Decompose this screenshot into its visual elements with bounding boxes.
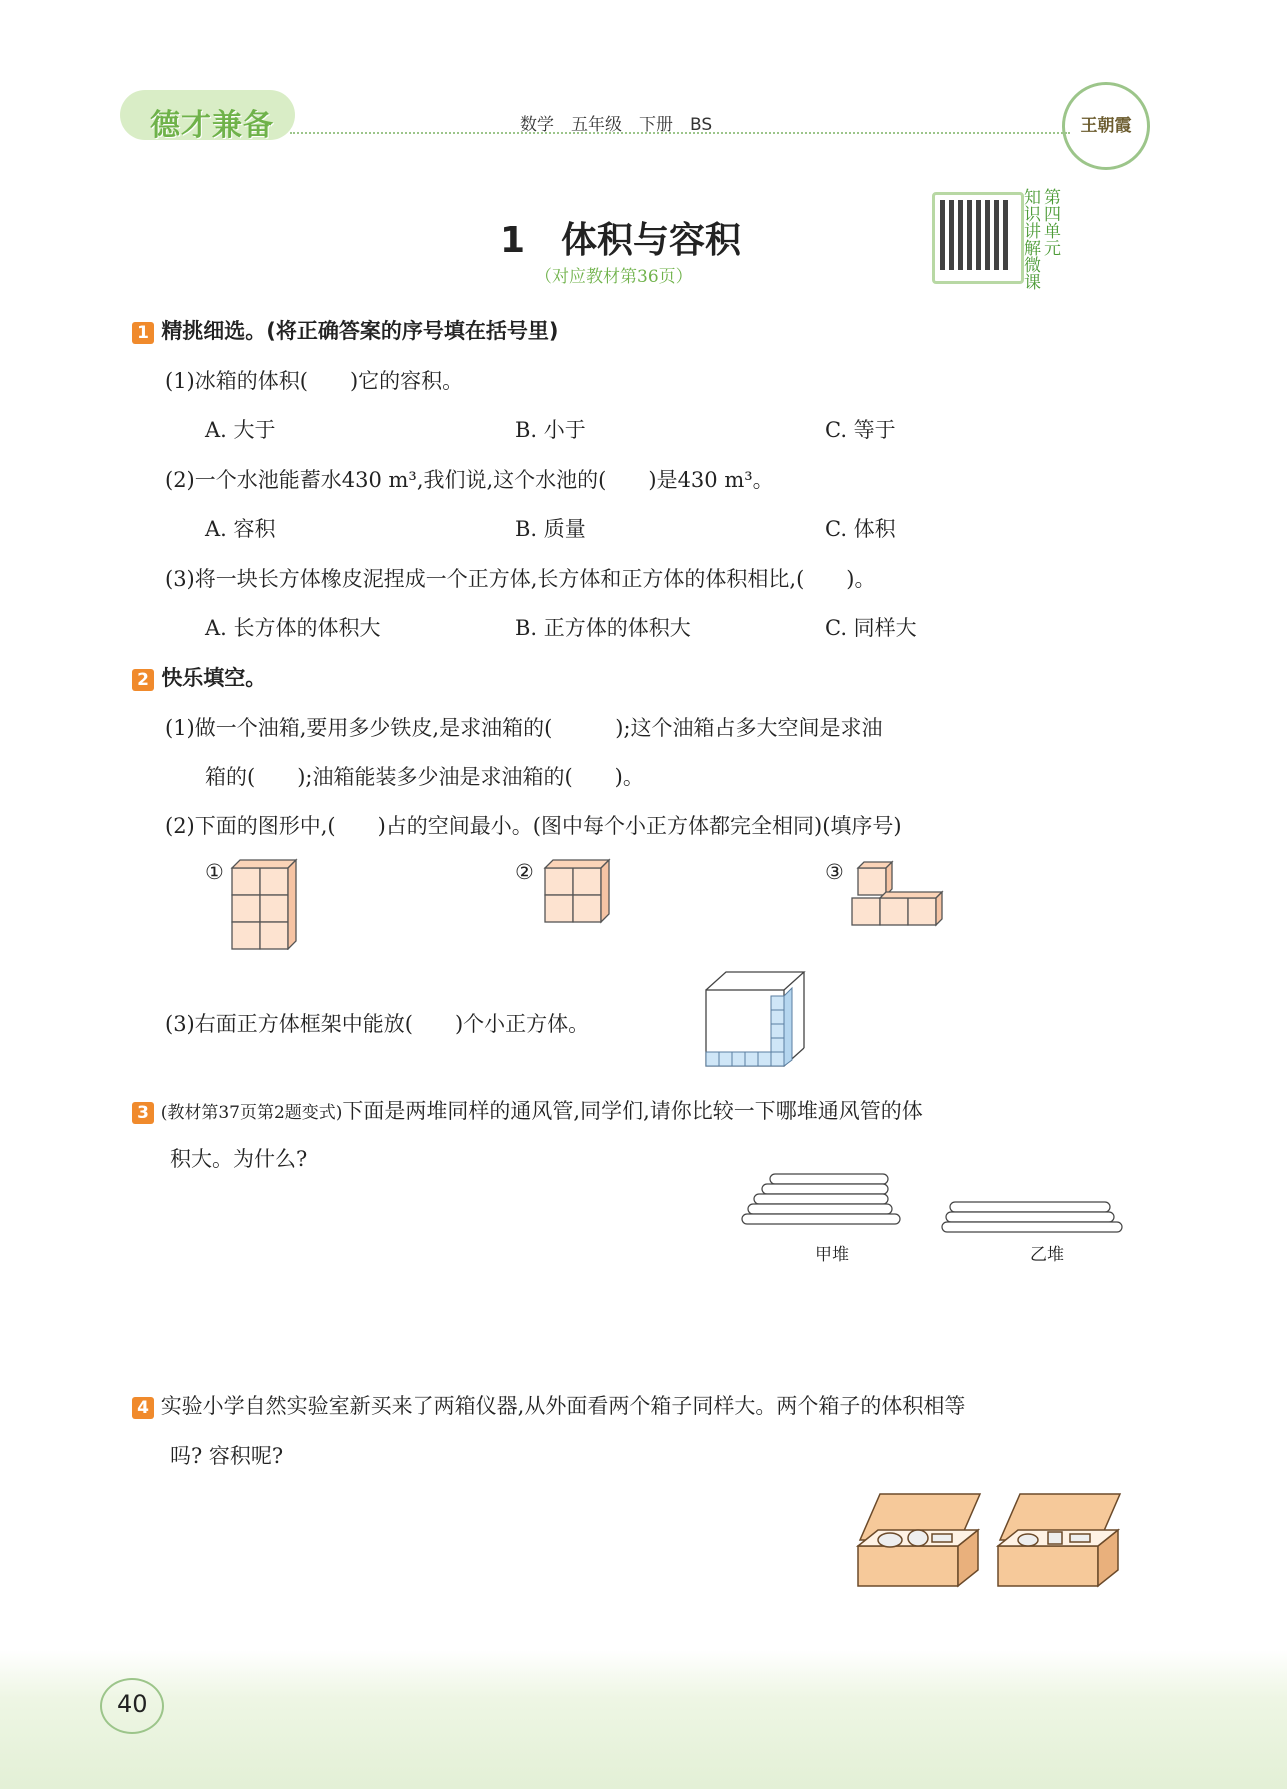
instrument-box-1	[850, 1490, 985, 1590]
qr-label-unit: 第四单元	[1040, 188, 1060, 256]
section-1-badge: 1	[132, 322, 154, 344]
s1-q3-option-a[interactable]: A. 长方体的体积大	[205, 616, 381, 640]
pile-b-label: 乙堆	[1030, 1245, 1064, 1265]
section-2-title: 快乐填空。	[161, 666, 267, 690]
brand-seal: 王朝霞	[1062, 82, 1150, 170]
pile-a-label: 甲堆	[815, 1245, 849, 1265]
section-1-heading	[132, 315, 559, 345]
s1-q3-stem: (3)将一块长方体橡皮泥捏成一个正方体,长方体和正方体的体积相比,( )。	[165, 567, 876, 591]
figure-2-cubes	[543, 858, 613, 924]
footer-background	[0, 1650, 1287, 1789]
section-2-heading	[132, 662, 266, 692]
s2-q1-line1: (1)做一个油箱,要用多少铁皮,是求油箱的( );这个油箱占多大空间是求油	[165, 716, 883, 740]
figure-1-label: ①	[205, 860, 224, 884]
s1-q1-option-a[interactable]: A. 大于	[205, 418, 276, 442]
s1-q1-option-c[interactable]: C. 等于	[825, 418, 896, 442]
section-4-line2: 吗? 容积呢?	[170, 1444, 284, 1468]
pipe-pile-a	[740, 1170, 905, 1232]
section-3-ref: (教材第37页第2题变式)	[160, 1103, 343, 1123]
s1-q2-option-a[interactable]: A. 容积	[205, 517, 276, 541]
pipe-pile-b	[940, 1198, 1125, 1234]
page-title: 1 体积与容积	[500, 220, 742, 261]
logo: 德才兼备	[150, 108, 274, 143]
s1-q1-stem: (1)冰箱的体积( )它的容积。	[165, 369, 464, 393]
section-3-line2: 积大。为什么?	[170, 1147, 308, 1171]
s2-q3-stem: (3)右面正方体框架中能放( )个小正方体。	[165, 1012, 590, 1036]
page-subtitle: （对应教材第36页）	[535, 267, 693, 287]
section-3-badge: 3	[132, 1102, 154, 1124]
s1-q3-option-b[interactable]: B. 正方体的体积大	[515, 616, 691, 640]
figure-1-cubes	[230, 858, 300, 950]
section-2-badge: 2	[132, 669, 154, 691]
qr-label-lesson: 知识讲解微课	[1020, 188, 1040, 290]
s2-q1-line2: 箱的( );油箱能装多少油是求油箱的( )。	[205, 765, 644, 789]
s1-q2-option-c[interactable]: C. 体积	[825, 517, 896, 541]
s1-q1-option-b[interactable]: B. 小于	[515, 418, 586, 442]
cube-frame-figure	[700, 970, 810, 1070]
section-3-text-1: 下面是两堆同样的通风管,同学们,请你比较一下哪堆通风管的体	[342, 1099, 923, 1123]
section-3-line1	[132, 1095, 923, 1125]
s2-q2-stem: (2)下面的图形中,( )占的空间最小。(图中每个小正方体都完全相同)(填序号)	[165, 814, 902, 838]
s1-q2-option-b[interactable]: B. 质量	[515, 517, 586, 541]
section-4-text-1: 实验小学自然实验室新买来了两箱仪器,从外面看两个箱子同样大。两个箱子的体积相等	[160, 1394, 966, 1418]
s1-q3-option-c[interactable]: C. 同样大	[825, 616, 917, 640]
figure-3-cubes	[850, 858, 950, 928]
subject-info: 数学 五年级 下册 BS	[520, 115, 713, 135]
figure-2-label: ②	[515, 860, 534, 884]
qr-code-icon[interactable]	[940, 200, 1010, 270]
section-4-line1	[132, 1390, 965, 1420]
section-1-title: 精挑细选。(将正确答案的序号填在括号里)	[161, 319, 559, 343]
instrument-box-2	[990, 1490, 1125, 1590]
figure-3-label: ③	[825, 860, 844, 884]
section-4-badge: 4	[132, 1397, 154, 1419]
page-number: 40	[117, 1690, 148, 1718]
s1-q2-stem: (2)一个水池能蓄水430 m³,我们说,这个水池的( )是430 m³。	[165, 468, 774, 492]
